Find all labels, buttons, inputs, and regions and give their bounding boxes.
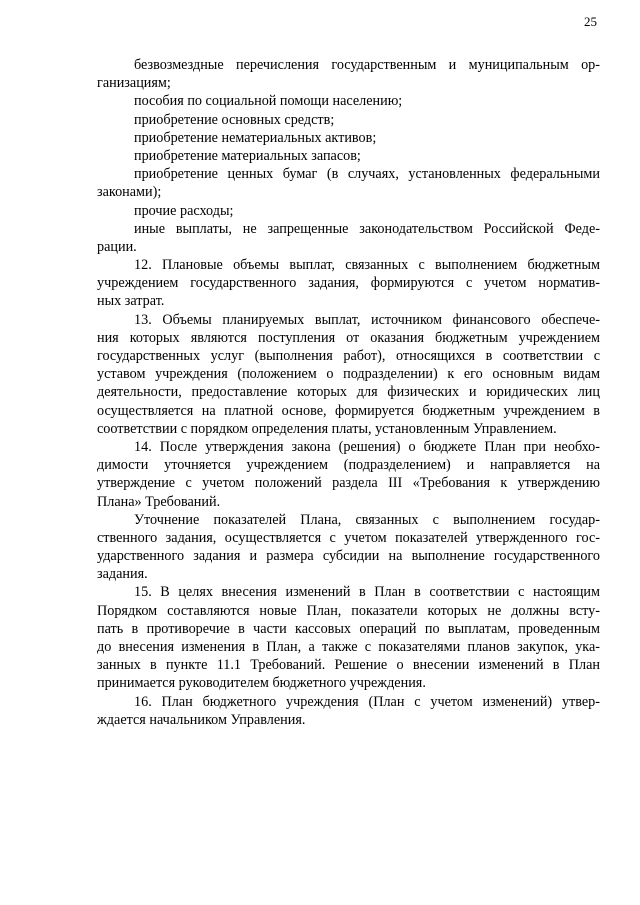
text-line: безвозмездные перечисления государственным и муниципальным ор-	[134, 57, 600, 73]
text-line: приобретение ценных бумаг (в случаях, установленных федеральными	[134, 166, 600, 183]
text-line: 14. После утверждения закона (решения) о бюджете План при необхо-	[134, 438, 600, 455]
text-line: законами);	[97, 184, 162, 201]
text-line: уставом учреждения (положением о подразделении) к его основным видам	[97, 366, 600, 383]
text-line: димости уточняется учреждением (подразделением) и направляется на	[97, 457, 600, 474]
text-line: ния которых являются поступления от оказания бюджетным учреждением	[97, 329, 600, 346]
text-line: пать в противоречие в части кассовых операций по выплатам, проведенным	[97, 620, 600, 637]
text-line: 12. Плановые объемы выплат, связанных с выполнением бюджетным	[134, 257, 600, 274]
text-line: Уточнение показателей Плана, связанных с выполнением государ-	[134, 511, 600, 528]
text-line: 15. В целях внесения изменений в План в соответствии с настоящим	[134, 584, 600, 601]
text-line: 16. План бюджетного учреждения (План с учетом изменений) утвер-	[134, 693, 600, 710]
text-line: Порядком составляются новые План, показатели которых не должны всту-	[97, 602, 600, 619]
text-line: 13. Объемы планируемых выплат, источником финансового обеспече-	[134, 311, 600, 328]
document-body	[97, 56, 600, 729]
text-line: ганизациям;	[97, 75, 171, 92]
text-line: осуществляется на платной основе, формируется бюджетным учреждением в	[97, 402, 600, 419]
text-line: ждается начальником Управления.	[97, 711, 306, 728]
text-line: занных в пункте 11.1 Требований. Решение о внесении изменений в План	[97, 657, 600, 674]
text-line: прочие расходы;	[134, 202, 234, 219]
text-line: ственного задания, осуществляется с учетом показателей утвержденного гос-	[97, 529, 600, 546]
text-line: принимается руководителем бюджетного учреждения.	[97, 675, 426, 692]
text-line: ударственного задания и размера субсидии на выполнение государственного	[97, 548, 600, 565]
text-line: государственных услуг (выполнения работ), относящихся в соответствии с	[97, 348, 600, 364]
text-line: рации.	[97, 238, 137, 255]
text-line: пособия по социальной помощи населению;	[134, 93, 403, 110]
text-line: задания.	[97, 566, 148, 583]
text-line: приобретение основных средств;	[134, 111, 335, 128]
text-line: до внесения изменения в План, а также с показателями планов закупок, ука-	[97, 639, 600, 655]
text-line: утверждение с учетом положений раздела III «Требования к утверждению	[97, 475, 600, 492]
text-line: учреждением государственного задания, формируются с учетом норматив-	[97, 275, 600, 292]
text-line: приобретение нематериальных активов;	[134, 129, 377, 146]
text-line: соответствии с порядком определения платы, установленным Управлением.	[97, 420, 557, 437]
text-line: деятельности, предоставление которых для физических и юридических лиц	[97, 384, 600, 401]
text-line: ных затрат.	[97, 293, 165, 310]
text-line: приобретение материальных запасов;	[134, 147, 361, 164]
text-line: Плана» Требований.	[97, 493, 221, 510]
page-number: 25	[584, 14, 597, 29]
text-line: иные выплаты, не запрещенные законодательством Российской Феде-	[134, 220, 600, 237]
